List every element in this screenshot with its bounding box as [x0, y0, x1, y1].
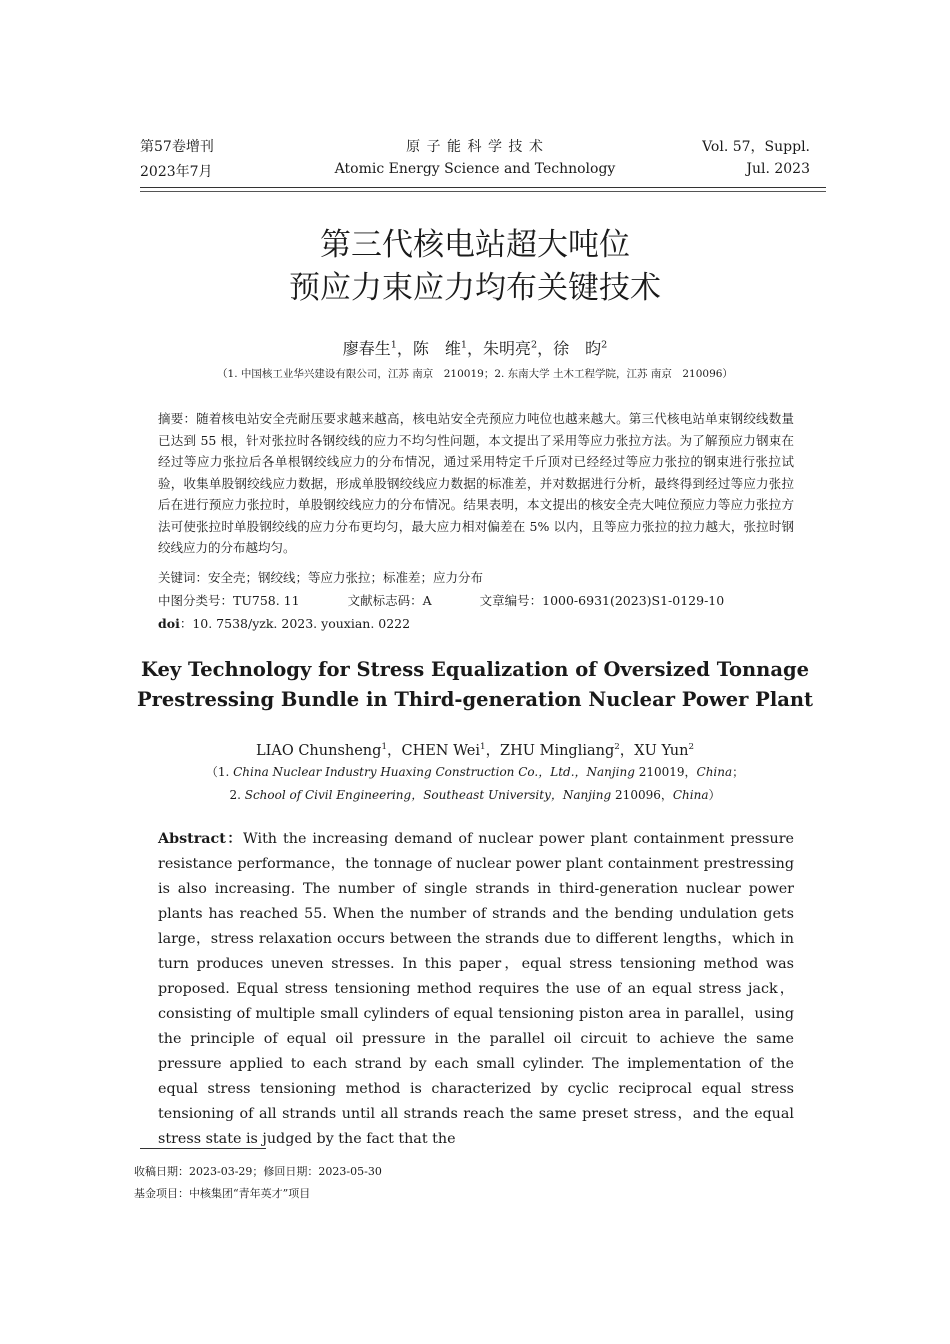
doi-label: doi — [158, 616, 180, 631]
header-rule-top — [140, 187, 826, 188]
affil-en-2-country: China — [672, 788, 709, 802]
title-en-line1: Key Technology for Stress Equalization of Oversized Tonnage — [140, 658, 810, 681]
author-en-4-affil: 2 — [688, 742, 694, 753]
authors-en — [0, 739, 950, 760]
author-en-3-affil: 2 — [614, 742, 620, 753]
affil-en-1-institution: China Nuclear Industry Huaxing Construction Co.，Ltd.，Nanjing — [233, 765, 635, 779]
doi-line — [158, 613, 794, 635]
author-cn-1: 廖春生 — [342, 339, 391, 358]
keywords-cn: 关键词：安全壳；钢绞线；等应力张拉；标准差；应力分布 — [158, 570, 484, 585]
title-cn-line2: 预应力束应力均布关键技术 — [289, 270, 661, 306]
author-en-4: ，XU Yun — [619, 743, 689, 759]
author-en-3: ，ZHU Mingliang — [485, 743, 615, 759]
author-cn-4-affil: 2 — [601, 339, 608, 351]
author-en-2-affil: 1 — [480, 742, 486, 753]
affil-en-2-institution: School of Civil Engineering，Southeast University，Nanjing — [244, 788, 612, 802]
author-en-1-affil: 1 — [381, 742, 387, 753]
journal-name-cn: 原 子 能 科 学 技 术 — [406, 139, 544, 155]
affil-en-1-country: China — [696, 765, 733, 779]
author-cn-2-affil: 1 — [460, 339, 467, 351]
author-en-1: LIAO Chunsheng — [256, 743, 382, 759]
volume-cn: 第57卷增刊 — [140, 139, 214, 155]
title-en-line2: Prestressing Bundle in Third-generation Nuclear Power Plant — [136, 688, 814, 711]
footnote-rule — [140, 1148, 266, 1149]
author-en-2: ，CHEN Wei — [386, 743, 481, 759]
affiliation-en-1 — [0, 761, 950, 784]
affiliation-cn: （1. 中国核工业华兴建设有限公司，江苏 南京 210019；2. 东南大学 土木工程学院，江苏 南京 210096） — [217, 368, 733, 380]
classification-line — [158, 590, 794, 612]
date-en: Jul. 2023 — [746, 161, 810, 177]
abstract-en-label: Abstract： — [158, 831, 244, 847]
doi-value: ：10. 7538/yzk. 2023. youxian. 0222 — [179, 616, 411, 631]
affil-en-2-open: 2. — [229, 788, 245, 802]
abstract-en-text: With the increasing demand of nuclear power plant containment pressure resistance performance，the tonnage of nuclear power plant containment prestressing is also increasing. The number of single strands in third-generation nuclear power plants has reached 55. When the number of strands and the bending undulation gets large，stress relaxation occurs between the strands due to different lengths，which in turn produces uneven stresses. In this paper，equal stress tensioning method was proposed. Equal stress tensioning method requires the use of an equal stress jack，consisting of multiple small cylinders of equal tensioning piston area in parallel，using the principle of equal oil pressure in the parallel oil circuit to achieve the same pressure applied to each strand by each small cylinder. The implementation of the equal stress tensioning method is characterized by cyclic reciprocal equal stress tensioning of all strands until all strands reach the same preset stress，and the equal stress state is judged by the fact that the — [158, 831, 794, 1147]
affil-en-1-end: ； — [732, 765, 745, 779]
affiliation-en-2 — [0, 784, 950, 807]
author-cn-3-affil: 2 — [531, 339, 538, 351]
authors-cn — [0, 336, 950, 359]
journal-name-en: Atomic Energy Science and Technology — [334, 161, 616, 177]
volume-en: Vol. 57，Suppl. — [702, 139, 810, 155]
date-cn: 2023年7月 — [140, 164, 213, 180]
affil-en-2-end: ） — [708, 788, 721, 802]
title-cn-line1: 第三代核电站超大吨位 — [320, 227, 630, 263]
affil-en-2-postcode: 210096， — [611, 788, 673, 802]
footnote-dates: 收稿日期：2023-03-29；修回日期：2023-05-30 — [134, 1165, 382, 1178]
abstract-cn: 摘要：随着核电站安全壳耐压要求越来越高，核电站安全壳预应力吨位也越来越大。第三代核电站单束钢绞线数量已达到 55 根，针对张拉时各钢绞线的应力不均匀性问题，本文提出了采用等应力张拉方法。为了解预应力钢束在经过等应力张拉后各单根钢绞线应力的分布情况，通过采用特定千斤顶对已经经过等应力张拉的钢束进行张拉试验，收集单股钢绞线应力数据，形成单股钢绞线应力数据的标准差，并对数据进行分析，最终得到经过等应力张拉后在进行预应力张拉时，单股钢绞线应力的分布情况。结果表明，本文提出的核安全壳大吨位预应力等应力张拉方法可使张拉时单股钢绞线的应力分布更均匀，最大应力相对偏差在 5% 以内，且等应力张拉的拉力越大，张拉时钢绞线应力的分布越均匀。 — [158, 411, 794, 555]
article-number: 文章编号：1000-6931(2023)S1-0129-10 — [479, 593, 725, 608]
author-cn-4: ，徐 昀 — [537, 339, 602, 358]
author-cn-1-affil: 1 — [390, 339, 397, 351]
footnote-fund: 基金项目：中核集团“青年英才”项目 — [134, 1187, 311, 1200]
affil-en-1-open: （1. — [205, 765, 234, 779]
author-cn-3: ，朱明亮 — [467, 339, 532, 358]
abstract-en — [158, 827, 794, 1152]
affil-en-1-postcode: 210019， — [634, 765, 697, 779]
header-rule-bottom — [140, 191, 826, 192]
document-code: 文献标志码：A — [347, 593, 432, 608]
author-cn-2: ，陈 维 — [396, 339, 461, 358]
clc-number: 中图分类号：TU758. 11 — [158, 593, 300, 608]
